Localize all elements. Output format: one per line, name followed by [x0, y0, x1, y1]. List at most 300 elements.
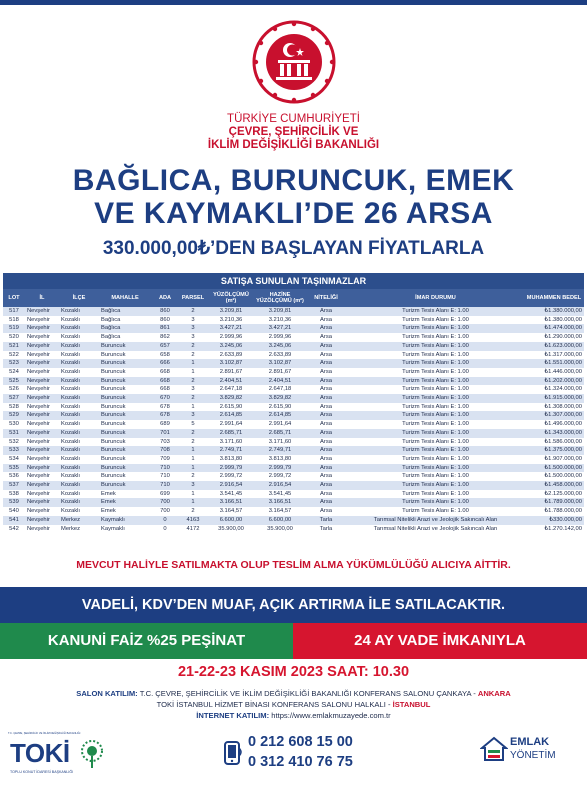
- table-cell: Arsa: [305, 324, 347, 333]
- table-cell: Nevşehir: [25, 516, 59, 525]
- table-cell: Nevşehir: [25, 420, 59, 429]
- table-cell: 3.541,45: [207, 490, 255, 499]
- table-cell: 535: [3, 464, 25, 473]
- table-cell: Arsa: [305, 342, 347, 351]
- table-cell: 678: [151, 411, 179, 420]
- table-cell: Turizm Tesis Alanı E: 1.00: [347, 420, 524, 429]
- table-cell: Arsa: [305, 498, 347, 507]
- participation-info: [0, 688, 587, 721]
- table-cell: 701: [151, 429, 179, 438]
- salon-city-2: İSTANBUL: [392, 700, 431, 709]
- table-cell: 35.900,00: [207, 525, 255, 534]
- table-cell: Kozaklı: [59, 342, 99, 351]
- table-cell: Merkez: [59, 516, 99, 525]
- table-cell: 2: [179, 472, 207, 481]
- table-cell: Buruncuk: [99, 481, 151, 490]
- table-cell: 529: [3, 411, 25, 420]
- table-cell: 524: [3, 368, 25, 377]
- table-row: [3, 368, 584, 377]
- table-cell: Emek: [99, 490, 151, 499]
- table-cell: Arsa: [305, 446, 347, 455]
- table-row: [3, 464, 584, 473]
- table-cell: ₺1.500.000,00: [524, 464, 584, 473]
- column-header: İL: [25, 289, 59, 307]
- table-cell: 666: [151, 359, 179, 368]
- table-cell: 862: [151, 333, 179, 342]
- table-cell: Buruncuk: [99, 472, 151, 481]
- table-cell: Arsa: [305, 351, 347, 360]
- emlak-yonetim-logo: [478, 734, 582, 774]
- table-cell: Kozaklı: [59, 481, 99, 490]
- table-cell: 3.166,51: [255, 498, 305, 507]
- phone-number-ankara[interactable]: 0 312 410 76 75: [248, 754, 353, 770]
- table-cell: 668: [151, 385, 179, 394]
- table-cell: Arsa: [305, 507, 347, 516]
- table-cell: Arsa: [305, 481, 347, 490]
- table-cell: 709: [151, 455, 179, 464]
- table-cell: 860: [151, 307, 179, 316]
- table-cell: 678: [151, 403, 179, 412]
- table-cell: 2.916,54: [255, 481, 305, 490]
- table-cell: 3.210,36: [255, 316, 305, 325]
- table-cell: 0: [151, 516, 179, 525]
- table-cell: 525: [3, 377, 25, 386]
- salon-participation-2: TOKİ İSTANBUL HİZMET BİNASI KONFERANS SALONU HALKALI - İSTANBUL: [156, 700, 431, 709]
- table-cell: 2: [179, 438, 207, 447]
- table-cell: Kaymaklı: [99, 525, 151, 534]
- table-cell: 540: [3, 507, 25, 516]
- table-cell: 2.749,71: [255, 446, 305, 455]
- table-cell: 1: [179, 446, 207, 455]
- table-cell: Turizm Tesis Alanı E: 1.00: [347, 464, 524, 473]
- table-cell: ₺1.788.000,00: [524, 507, 584, 516]
- table-cell: Buruncuk: [99, 351, 151, 360]
- table-cell: 2.647,18: [255, 385, 305, 394]
- emlak-wordmark: EMLAK: [510, 736, 550, 748]
- table-cell: 700: [151, 498, 179, 507]
- internet-url-link[interactable]: https://www.emlakmuzayede.com.tr: [271, 711, 391, 720]
- table-cell: ₺1.458.000,00: [524, 481, 584, 490]
- table-cell: Arsa: [305, 455, 347, 464]
- table-cell: 2: [179, 394, 207, 403]
- table-cell: 3.164,57: [255, 507, 305, 516]
- table-cell: 519: [3, 324, 25, 333]
- table-cell: Turizm Tesis Alanı E: 1.00: [347, 490, 524, 499]
- table-row: [3, 411, 584, 420]
- table-cell: Buruncuk: [99, 446, 151, 455]
- headline-subtitle: 330.000,00₺’DEN BAŞLAYAN FİYATLARLA: [102, 238, 485, 259]
- table-row: [3, 342, 584, 351]
- table-cell: 861: [151, 324, 179, 333]
- table-cell: Kozaklı: [59, 307, 99, 316]
- table-cell: Nevşehir: [25, 368, 59, 377]
- property-table: [3, 273, 584, 533]
- table-cell: 3.427,21: [207, 324, 255, 333]
- table-cell: 2.999,79: [255, 464, 305, 473]
- table-row: [3, 403, 584, 412]
- table-cell: Kozaklı: [59, 464, 99, 473]
- table-cell: Arsa: [305, 429, 347, 438]
- table-cell: ₺1.202.000,00: [524, 377, 584, 386]
- table-cell: Turizm Tesis Alanı E: 1.00: [347, 316, 524, 325]
- table-cell: Kozaklı: [59, 324, 99, 333]
- table-cell: Nevşehir: [25, 507, 59, 516]
- headline-line-1: BAĞLICA, BURUNCUK, EMEK: [72, 164, 515, 197]
- table-cell: 2: [179, 342, 207, 351]
- installment-banner: 24 AY VADE İMKANIYLA: [293, 623, 587, 659]
- table-cell: 6.600,00: [207, 516, 255, 525]
- table-cell: Turizm Tesis Alanı E: 1.00: [347, 403, 524, 412]
- table-cell: Buruncuk: [99, 359, 151, 368]
- delivery-notice: MEVCUT HALİYLE SATILMAKTA OLUP TESLİM ALMA YÜKÜMLÜLÜĞÜ ALICIYA AİTTİR.: [76, 559, 511, 571]
- table-cell: Turizm Tesis Alanı E: 1.00: [347, 377, 524, 386]
- table-cell: Kozaklı: [59, 507, 99, 516]
- headline: [0, 164, 587, 230]
- table-cell: ₺1.308.000,00: [524, 403, 584, 412]
- table-cell: 4172: [179, 525, 207, 534]
- table-cell: Nevşehir: [25, 490, 59, 499]
- table-cell: 1: [179, 403, 207, 412]
- table-cell: 708: [151, 446, 179, 455]
- table-cell: Nevşehir: [25, 377, 59, 386]
- table-cell: 532: [3, 438, 25, 447]
- table-cell: 539: [3, 498, 25, 507]
- table-row: [3, 394, 584, 403]
- salon-location-1: T.C. ÇEVRE, ŞEHİRCİLİK VE İKLİM DEĞİŞİKLİĞİ BAKANLIĞI KONFERANS SALONU ÇANKAYA: [139, 689, 472, 698]
- table-cell: Bağlıca: [99, 316, 151, 325]
- table-cell: 1: [179, 464, 207, 473]
- table-cell: 703: [151, 438, 179, 447]
- sale-terms-banner: VADELİ, KDV’DEN MUAF, AÇIK ARTIRMA İLE SATILACAKTIR.: [0, 587, 587, 623]
- table-cell: Emek: [99, 507, 151, 516]
- table-cell: Turizm Tesis Alanı E: 1.00: [347, 429, 524, 438]
- ministry-line-3: İKLİM DEĞİŞİKLİĞİ BAKANLIĞI: [207, 139, 380, 151]
- table-cell: Arsa: [305, 359, 347, 368]
- table-cell: 536: [3, 472, 25, 481]
- table-cell: 3.209,81: [255, 307, 305, 316]
- column-header: İMAR DURUMU: [347, 289, 524, 307]
- phone-number-istanbul[interactable]: 0 212 608 15 00: [248, 734, 353, 750]
- ministry-emblem-icon: [244, 18, 344, 108]
- table-cell: 2.999,72: [207, 472, 255, 481]
- table-cell: 3.541,45: [255, 490, 305, 499]
- table-cell: 2.633,89: [207, 351, 255, 360]
- table-cell: 2.991,64: [255, 420, 305, 429]
- table-row: [3, 385, 584, 394]
- table-cell: 2.916,54: [207, 481, 255, 490]
- table-row: [3, 455, 584, 464]
- table-row: [3, 446, 584, 455]
- table-cell: Nevşehir: [25, 481, 59, 490]
- table-row: [3, 516, 584, 525]
- table-row: [3, 420, 584, 429]
- table-cell: 3.166,51: [207, 498, 255, 507]
- table-cell: 1: [179, 490, 207, 499]
- table-cell: 860: [151, 316, 179, 325]
- table-cell: 3.245,06: [207, 342, 255, 351]
- table-cell: 3.171,60: [207, 438, 255, 447]
- table-cell: 534: [3, 455, 25, 464]
- table-cell: Kozaklı: [59, 472, 99, 481]
- table-cell: Nevşehir: [25, 472, 59, 481]
- table-cell: 1: [179, 455, 207, 464]
- table-cell: Nevşehir: [25, 403, 59, 412]
- toki-logo: [8, 732, 108, 778]
- table-row: [3, 498, 584, 507]
- ministry-name: [0, 113, 587, 152]
- table-cell: Turizm Tesis Alanı E: 1.00: [347, 324, 524, 333]
- table-cell: Turizm Tesis Alanı E: 1.00: [347, 394, 524, 403]
- table-row: [3, 438, 584, 447]
- table-cell: 2.999,96: [207, 333, 255, 342]
- table-cell: Arsa: [305, 490, 347, 499]
- table-cell: 2.999,96: [255, 333, 305, 342]
- table-cell: Arsa: [305, 333, 347, 342]
- table-cell: Buruncuk: [99, 394, 151, 403]
- table-cell: Kozaklı: [59, 455, 99, 464]
- table-cell: Nevşehir: [25, 316, 59, 325]
- column-header: MAHALLE: [99, 289, 151, 307]
- house-icon: [480, 736, 508, 762]
- table-cell: ₺1.324.000,00: [524, 385, 584, 394]
- table-cell: 700: [151, 507, 179, 516]
- column-header: LOT: [3, 289, 25, 307]
- column-header: ADA: [151, 289, 179, 307]
- table-cell: Nevşehir: [25, 464, 59, 473]
- table-row: [3, 481, 584, 490]
- table-cell: 3: [179, 333, 207, 342]
- table-cell: Turizm Tesis Alanı E: 1.00: [347, 333, 524, 342]
- table-cell: 3.813,80: [207, 455, 255, 464]
- table-cell: Nevşehir: [25, 333, 59, 342]
- table-cell: 689: [151, 420, 179, 429]
- table-cell: 2.647,18: [207, 385, 255, 394]
- table-body: [3, 307, 584, 533]
- table-cell: 2.404,51: [207, 377, 255, 386]
- table-cell: 537: [3, 481, 25, 490]
- table-cell: 3.102,87: [255, 359, 305, 368]
- table-cell: Arsa: [305, 438, 347, 447]
- table-cell: Buruncuk: [99, 455, 151, 464]
- table-cell: Arsa: [305, 472, 347, 481]
- table-cell: Kozaklı: [59, 394, 99, 403]
- table-row: [3, 472, 584, 481]
- table-cell: 3.829,82: [207, 394, 255, 403]
- table-cell: 3.164,57: [207, 507, 255, 516]
- table-cell: 2: [179, 307, 207, 316]
- headline-line-2: VE KAYMAKLI’DE 26 ARSA: [94, 197, 493, 230]
- table-cell: Kozaklı: [59, 429, 99, 438]
- table-cell: Nevşehir: [25, 342, 59, 351]
- table-cell: Kozaklı: [59, 498, 99, 507]
- table-cell: 4163: [179, 516, 207, 525]
- table-cell: Arsa: [305, 316, 347, 325]
- table-cell: Bağlıca: [99, 324, 151, 333]
- table-cell: 3.210,36: [207, 316, 255, 325]
- table-row: [3, 324, 584, 333]
- table-row: [3, 490, 584, 499]
- table-cell: Turizm Tesis Alanı E: 1.00: [347, 446, 524, 455]
- table-cell: ₺2.125.000,00: [524, 490, 584, 499]
- table-cell: Turizm Tesis Alanı E: 1.00: [347, 438, 524, 447]
- table-cell: Buruncuk: [99, 403, 151, 412]
- table-cell: 2.633,89: [255, 351, 305, 360]
- table-cell: Turizm Tesis Alanı E: 1.00: [347, 472, 524, 481]
- toki-ministry-text: T.C. ÇEVRE, ŞEHİRCİLİK VE İKLİM DEĞİŞİKLİĞİ BAKANLIĞI: [8, 732, 81, 735]
- table-cell: Turizm Tesis Alanı E: 1.00: [347, 498, 524, 507]
- column-header: PARSEL: [179, 289, 207, 307]
- table-cell: Arsa: [305, 411, 347, 420]
- table-cell: Nevşehir: [25, 455, 59, 464]
- table-cell: 2.614,85: [255, 411, 305, 420]
- table-cell: 541: [3, 516, 25, 525]
- table-cell: 2.999,72: [255, 472, 305, 481]
- table-cell: 2.991,64: [207, 420, 255, 429]
- table-cell: Nevşehir: [25, 351, 59, 360]
- salon-location-2: TOKİ İSTANBUL HİZMET BİNASI KONFERANS SALONU HALKALI: [156, 700, 386, 709]
- table-cell: 658: [151, 351, 179, 360]
- table-cell: 3: [179, 316, 207, 325]
- table-cell: Emek: [99, 498, 151, 507]
- table-cell: Buruncuk: [99, 385, 151, 394]
- table-cell: ₺1.586.000,00: [524, 438, 584, 447]
- column-header: MUHAMMEN BEDEL: [524, 289, 584, 307]
- table-cell: 0: [151, 525, 179, 534]
- table-cell: Kozaklı: [59, 446, 99, 455]
- table-cell: ₺1.307.000,00: [524, 411, 584, 420]
- table-cell: Turizm Tesis Alanı E: 1.00: [347, 507, 524, 516]
- table-cell: Merkez: [59, 525, 99, 534]
- table-cell: Turizm Tesis Alanı E: 1.00: [347, 351, 524, 360]
- table-row: [3, 351, 584, 360]
- salon-participation: SALON KATILIM: T.C. ÇEVRE, ŞEHİRCİLİK VE İKLİM DEĞİŞİKLİĞİ BAKANLIĞI KONFERANS SALONU ÇANKAYA - ANKARA: [76, 689, 511, 698]
- table-cell: ₺1.446.000,00: [524, 368, 584, 377]
- table-cell: 3: [179, 385, 207, 394]
- table-cell: 3.245,06: [255, 342, 305, 351]
- table-cell: Kozaklı: [59, 385, 99, 394]
- table-cell: 538: [3, 490, 25, 499]
- table-cell: Nevşehir: [25, 446, 59, 455]
- toki-subtitle: TOPLU KONUT İDARESİ BAŞKANLIĞI: [10, 770, 74, 774]
- table-cell: Arsa: [305, 307, 347, 316]
- table-cell: 2.614,85: [207, 411, 255, 420]
- column-header: NİTELİĞİ: [305, 289, 347, 307]
- table-cell: Nevşehir: [25, 307, 59, 316]
- table-cell: Buruncuk: [99, 342, 151, 351]
- table-cell: ₺1.551.000,00: [524, 359, 584, 368]
- table-cell: ₺1.290.000,00: [524, 333, 584, 342]
- table-cell: 517: [3, 307, 25, 316]
- table-cell: Turizm Tesis Alanı E: 1.00: [347, 359, 524, 368]
- table-cell: 2.891,67: [207, 368, 255, 377]
- table-cell: Kozaklı: [59, 368, 99, 377]
- column-header: YÜZÖLÇÜMÜ (m²): [207, 289, 255, 307]
- table-cell: 523: [3, 359, 25, 368]
- table-cell: ₺1.907.000,00: [524, 455, 584, 464]
- table-cell: 2.685,71: [207, 429, 255, 438]
- table-cell: Kozaklı: [59, 359, 99, 368]
- table-cell: ₺1.375.000,00: [524, 446, 584, 455]
- table-cell: 2.749,71: [207, 446, 255, 455]
- ministry-line-2: ÇEVRE, ŞEHİRCİLİK VE: [228, 126, 359, 138]
- top-stripe: [0, 0, 587, 5]
- table-cell: Buruncuk: [99, 368, 151, 377]
- table-cell: 527: [3, 394, 25, 403]
- table-cell: 699: [151, 490, 179, 499]
- table-cell: ₺1.623.000,00: [524, 342, 584, 351]
- table-cell: Arsa: [305, 368, 347, 377]
- table-cell: Nevşehir: [25, 324, 59, 333]
- table-cell: 6.600,00: [255, 516, 305, 525]
- table-cell: ₺330.000,00: [524, 516, 584, 525]
- table-title: SATIŞA SUNULAN TAŞINMAZLAR: [3, 273, 584, 289]
- internet-participation: [0, 710, 587, 721]
- table-cell: 3: [179, 481, 207, 490]
- table-cell: Kozaklı: [59, 351, 99, 360]
- contact-phones: [222, 734, 372, 778]
- table-row: [3, 377, 584, 386]
- table-cell: 531: [3, 429, 25, 438]
- table-cell: 710: [151, 464, 179, 473]
- table-cell: ₺1.500.000,00: [524, 472, 584, 481]
- table-cell: 533: [3, 446, 25, 455]
- table-cell: Turizm Tesis Alanı E: 1.00: [347, 455, 524, 464]
- table-cell: 2.615,90: [207, 403, 255, 412]
- column-header: İLÇE: [59, 289, 99, 307]
- toki-wordmark: TOKİ: [10, 738, 70, 768]
- table-row: [3, 429, 584, 438]
- table-cell: 670: [151, 394, 179, 403]
- internet-label: İNTERNET KATILIM:: [196, 711, 270, 720]
- table-cell: 3.829,82: [255, 394, 305, 403]
- table-cell: Turizm Tesis Alanı E: 1.00: [347, 385, 524, 394]
- salon-city-1: ANKARA: [477, 689, 511, 698]
- table-cell: Tarımsal Nitelikli Arazi ve Jeolojik Sakıncalı Alan: [347, 516, 524, 525]
- table-cell: 710: [151, 481, 179, 490]
- table-row: [3, 316, 584, 325]
- table-row: [3, 525, 584, 534]
- table-row: [3, 507, 584, 516]
- table-cell: 528: [3, 403, 25, 412]
- table-cell: 668: [151, 377, 179, 386]
- footer: [0, 730, 587, 786]
- table-cell: Kozaklı: [59, 420, 99, 429]
- table-cell: Buruncuk: [99, 420, 151, 429]
- table-cell: 2.891,67: [255, 368, 305, 377]
- table-cell: Kaymaklı: [99, 516, 151, 525]
- table-cell: ₺1.270.142,00: [524, 525, 584, 534]
- table-cell: 5: [179, 420, 207, 429]
- table-cell: Tarla: [305, 516, 347, 525]
- table-cell: Turizm Tesis Alanı E: 1.00: [347, 307, 524, 316]
- table-cell: Nevşehir: [25, 394, 59, 403]
- ministry-line-1: TÜRKİYE CUMHURİYETİ: [227, 113, 360, 125]
- table-cell: Nevşehir: [25, 498, 59, 507]
- table-cell: 2: [179, 507, 207, 516]
- table-cell: 710: [151, 472, 179, 481]
- table-cell: 518: [3, 316, 25, 325]
- table-cell: Nevşehir: [25, 359, 59, 368]
- table-cell: 35.900,00: [255, 525, 305, 534]
- table-cell: 657: [151, 342, 179, 351]
- table-cell: Kozaklı: [59, 316, 99, 325]
- table-cell: 521: [3, 342, 25, 351]
- table-cell: 2.685,71: [255, 429, 305, 438]
- table-cell: 2: [179, 429, 207, 438]
- table-cell: 542: [3, 525, 25, 534]
- table-cell: 530: [3, 420, 25, 429]
- salon-label: SALON KATILIM:: [76, 689, 138, 698]
